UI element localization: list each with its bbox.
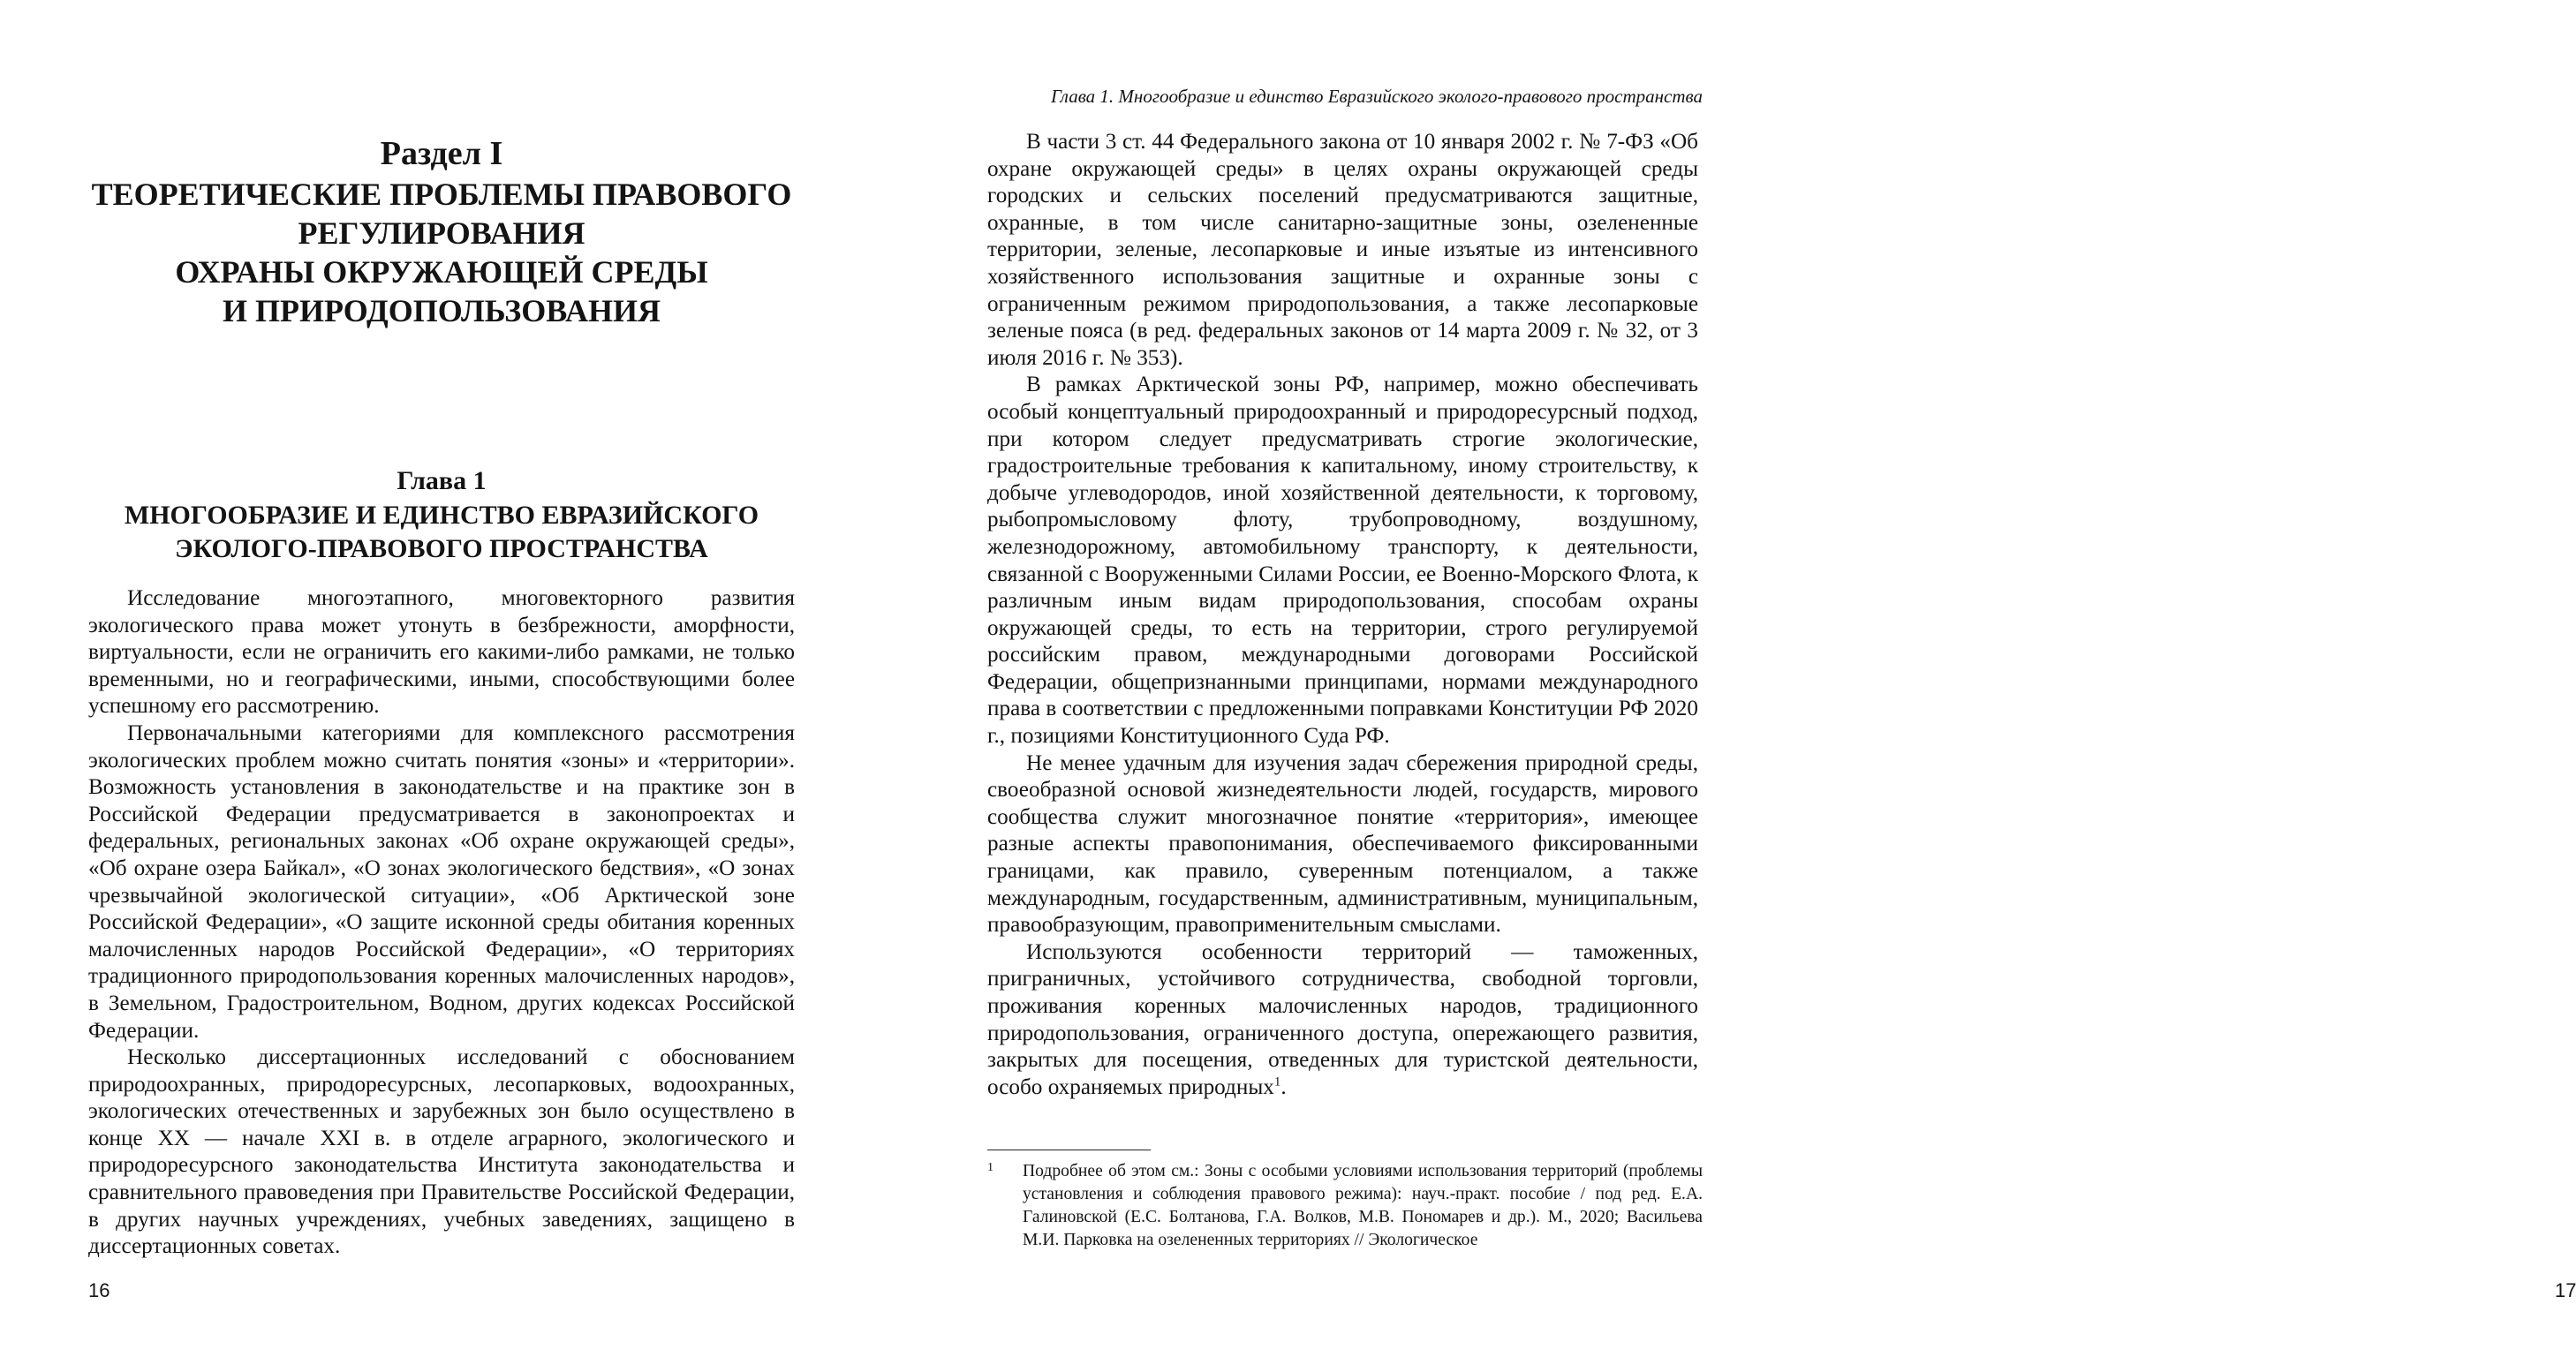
paragraph-text: Используются особенности территорий — таможенных, приграничных, устойчивого сотрудничества, свободной торговли, проживания коренных малочисленных народов, традиционного природопользования, ограниченного доступа, опережающего развития, закрытых для посещения, отведенных для туристской деятельности, особо охраняемых природных [987,939,1698,1099]
paragraph: В части 3 ст. 44 Федерального закона от 10 января 2002 г. № 7-ФЗ «Об охране окружающей среды» в целях охраны окружающей среды городских и сельских поселений предусматриваются защитные, охранные, в том числе санитарно-защитные зоны, озелененные территории, зеленые, лесопарковые и иные изъятые из интенсивного хозяйственного использования защитные и охранные зоны с ограниченным режимом природопользования, а также лесопарковые зеленые пояса (в ред. федеральных законов от 14 марта 2009 г. № 32, от 3 июля 2016 г. № 353). [987,130,1698,370]
chapter-label: Глава 1 [397,466,487,495]
paragraph: Исследование многоэтапного, многовекторного развития экологического права может утонуть в безбрежности, аморфности, виртуальности, если не ограничить его какими-либо рамками, не только временными, но и географическими, иными, способствующими более успешному его рассмотрению. [88,586,795,719]
paragraph [987,939,1698,1102]
chapter-title-line: ЭКОЛОГО-ПРАВОВОГО ПРОСТРАНСТВА [175,534,708,563]
footnote-mark: 1 [987,1161,993,1174]
page-number-left: 16 [88,1279,110,1301]
left-page [0,0,883,1357]
chapter-heading [88,464,795,566]
left-body-text [88,585,795,1261]
section-title [88,175,795,330]
footnote [987,1160,1703,1252]
paragraph: Первоначальными категориями для комплексного рассмотрения экологических проблем можно считать понятия «зоны» и «территории». Возможность установления в законодательстве и на практике зон в Российской Федерации предусматривается в законопроектах и федеральных, региональных законах «Об охране окружающей среды», «Об охране озера Байкал», «О зонах экологического бедствия», «О зонах чрезвычайной экологической ситуации», «Об Арктической зоне Российской Федерации», «О защите исконной среды обитания коренных малочисленных народов Российской Федерации», «О территориях традиционного природопользования коренных малочисленных народов», в Земельном, Градостроительном, Водном, других кодексах Российской Федерации. [88,720,795,1043]
chapter-title-line: МНОГООБРАЗИЕ И ЕДИНСТВО ЕВРАЗИЙСКОГО [124,501,759,530]
paragraph: Несколько диссертационных исследований с обоснованием природоохранных, природоресурсных, лесопарковых, водоохранных, экологических отечественных и зарубежных зон было осуществлено в конце XX — начале XXI в. в отделе аграрного, экологического и природоресурсного законодательства Института законодательства и сравнительного правоведения при Правительстве Российской Федерации, в других научных учреждениях, учебных заведениях, защищено в диссертационных советах. [88,1045,795,1259]
paragraph: Не менее удачным для изучения задач сбережения природной среды, своеобразной основой жизнедеятельности людей, государств, мирового сообщества служит многозначное понятие «территория», имеющее разные аспекты правопонимания, обеспечиваемого фиксированными границами, как правило, суверенным потенциалом, а также международным, государственным, административным, муниципальным, правообразующим, правоприменительным смыслами. [987,750,1698,938]
footnote-text: Подробнее об этом см.: Зоны с особыми условиями использования территорий (проблемы установления и соблюдения правового режима): науч.-практ. пособие / под ред. Е.А. Галиновской (Е.С. Болтанова, Г.А. Волков, М.В. Пономарев и др.). М., 2020; Васильева М.И. Парковка на озелененных территориях // Экологическое [1023,1162,1703,1249]
running-head: Глава 1. Многообразие и единство Евразийского эколого-правового пространства [1050,86,1703,107]
paragraph-ending: . [1280,1074,1287,1099]
right-body-text [987,129,1698,1101]
chapter-title [88,499,795,566]
right-page [883,0,2576,1357]
section-title-line: ОХРАНЫ ОКРУЖАЮЩЕЙ СРЕДЫ [175,254,708,290]
page-number-right: 17 [2555,1279,2576,1301]
section-title-line: И ПРИРОДОПОЛЬЗОВАНИЯ [223,293,661,328]
paragraph: В рамках Арктической зоны РФ, например, можно обеспечивать особый концептуальный природоохранный и природоресурсный подход, при котором следует предусматривать строгие экологические, градостроительные требования к капитальному, иному строительству, к добыче углеводородов, иной хозяйственной деятельности, к торговому, рыбопромысловому флоту, трубопроводному, воздушному, железнодорожному, автомобильному транспорту, к деятельности, связанной с Вооруженными Силами России, ее Военно-Морского Флота, к различным иным видам природопользования, способам охраны окружающей среды, то есть на территории, строго регулируемой российским правом, международными договорами Российской Федерации, общепризнанными принципами, нормами международного права в соответствии с предложенными поправками Конституции РФ 2020 г., позициями Конституционного Суда РФ. [987,373,1698,749]
section-title-line: ТЕОРЕТИЧЕСКИЕ ПРОБЛЕМЫ ПРАВОВОГО [91,177,792,212]
section-label: Раздел I [380,135,503,172]
section-title-line: РЕГУЛИРОВАНИЯ [298,215,585,251]
footnote-reference[interactable]: 1 [1273,1074,1281,1089]
section-heading [88,132,795,330]
